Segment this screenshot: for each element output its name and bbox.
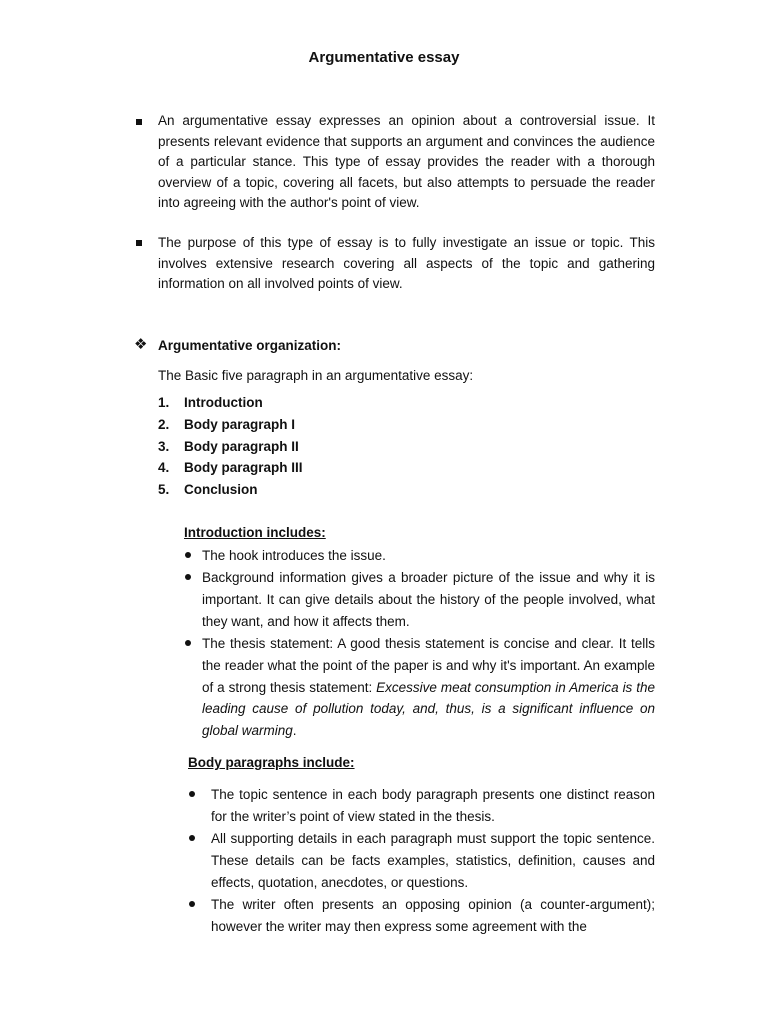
square-bullet-icon <box>136 119 142 125</box>
introduction-heading: Introduction includes: <box>184 525 326 540</box>
organization-heading: Argumentative organization: <box>158 338 342 353</box>
introduction-item-hook: The hook introduces the issue. <box>202 548 386 563</box>
list-item: 2. Body paragraph I <box>158 416 296 432</box>
body-heading: Body paragraphs include: <box>188 755 355 770</box>
list-item: 4. Body paragraph III <box>158 460 303 476</box>
round-bullet-icon <box>185 640 191 646</box>
body-item-topic-sentence: The topic sentence in each body paragraph presents one distinct reason for the writer’s point of view stated in the thesis. <box>211 787 655 824</box>
list-item: 1. Introduction <box>158 395 263 410</box>
round-bullet-icon <box>189 791 195 797</box>
introduction-item-thesis <box>202 633 655 742</box>
introduction-item-background: Background information gives a broader picture of the issue and why it is important. It can give details about the history of the people involved, what they want, and how it affects them. <box>202 570 655 629</box>
organization-list <box>158 393 303 502</box>
page-title: Argumentative essay <box>308 49 460 66</box>
thesis-example: Excessive meat consumption in America is the leading cause of pollution today, and, thus, is a significant influence on global warming <box>202 679 655 739</box>
thesis-text: The thesis statement: A good thesis statement is concise and clear. It tells the reader what the point of the paper is and why it's important. An example of a strong thesis statement: <box>202 636 655 695</box>
diamond-bullet-icon: ❖ <box>134 336 148 353</box>
list-item: 3. Body paragraph II <box>158 438 299 454</box>
round-bullet-icon <box>189 835 195 841</box>
intro-paragraph-1: An argumentative essay expresses an opinion about a controversial issue. It presents relevant evidence that supports an argument and convinces the audience of a particular stance. This type of essay provides the reader with a thorough overview of a topic, covering all facets, but also attempts to persuade the reader into agreeing with the author's point of view. <box>158 113 655 210</box>
round-bullet-icon <box>185 552 191 558</box>
intro-paragraph-2: The purpose of this type of essay is to fully investigate an issue or topic. This involves extensive research covering all aspects of the topic and gathering information on all involved points of view. <box>158 235 655 291</box>
organization-lead: The Basic five paragraph in an argumentative essay: <box>158 368 474 383</box>
square-bullet-icon <box>136 240 142 246</box>
body-item-counter-argument: The writer often presents an opposing opinion (a counter-argument); however the writer may then express some agreement with the <box>211 897 655 934</box>
body-item-supporting-details: All supporting details in each paragraph must support the topic sentence. These details can be facts examples, statistics, definition, causes and effects, quotation, anecdotes, or questions. <box>211 831 655 890</box>
round-bullet-icon <box>185 574 191 580</box>
list-item: 5. Conclusion <box>158 482 258 498</box>
round-bullet-icon <box>189 901 195 907</box>
thesis-end: . <box>292 723 297 739</box>
